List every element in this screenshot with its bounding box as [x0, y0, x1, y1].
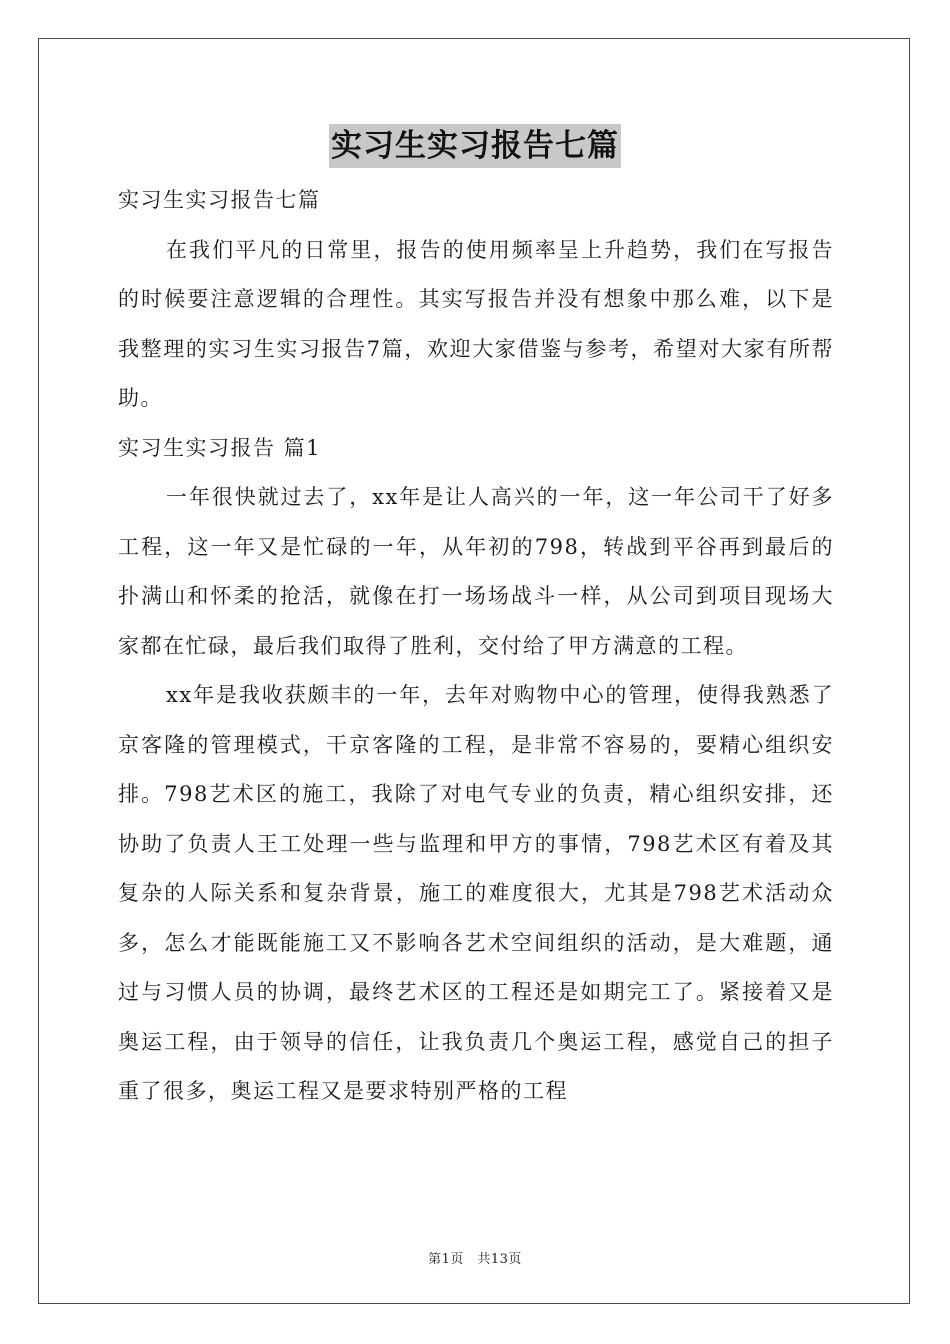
subtitle-paragraph: 实习生实习报告七篇: [118, 188, 321, 212]
document-title: 实习生实习报告七篇: [329, 124, 621, 168]
section-heading: 实习生实习报告 篇1: [118, 435, 322, 460]
title-container: [0, 124, 950, 168]
body-paragraph: xx年是我收获颇丰的一年，去年对购物中心的管理，使得我熟悉了京客隆的管理模式，干京客隆的工程，是非常不容易的，要精心组织安排。798艺术区的施工，我除了对电气专业的负责，精心组织安排，还协助了负责人王工处理一些与监理和甲方的事情，798艺术区有着及其复杂的人际关系和复杂背景，施工的难度很大，尤其是798艺术活动众多，怎么才能既能施工又不影响各艺术空间组织的活动，是大难题，通过与习惯人员的协调，最终艺术区的工程还是如期完工了。紧接着又是奥运工程，由于领导的信任，让我负责几个奥运工程，感觉自己的担子重了很多，奥运工程又是要求特别严格的工程: [118, 683, 834, 1103]
document-body: [118, 176, 834, 1117]
intro-paragraph: 在我们平凡的日常里，报告的使用频率呈上升趋势，我们在写报告的时候要注意逻辑的合理性。其实写报告并没有想象中那么难，以下是我整理的实习生实习报告7篇，欢迎大家借鉴与参考，希望对大家有所帮助。: [118, 237, 834, 410]
body-paragraph: 一年很快就过去了，xx年是让人高兴的一年，这一年公司干了好多工程，这一年又是忙碌的一年，从年初的798，转战到平谷再到最后的扑满山和怀柔的抢活，就像在打一场场战斗一样，从公司到项目现场大家都在忙碌，最后我们取得了胜利，交付给了甲方满意的工程。: [118, 485, 834, 658]
page-footer: 第1页 共13页: [428, 1252, 522, 1267]
